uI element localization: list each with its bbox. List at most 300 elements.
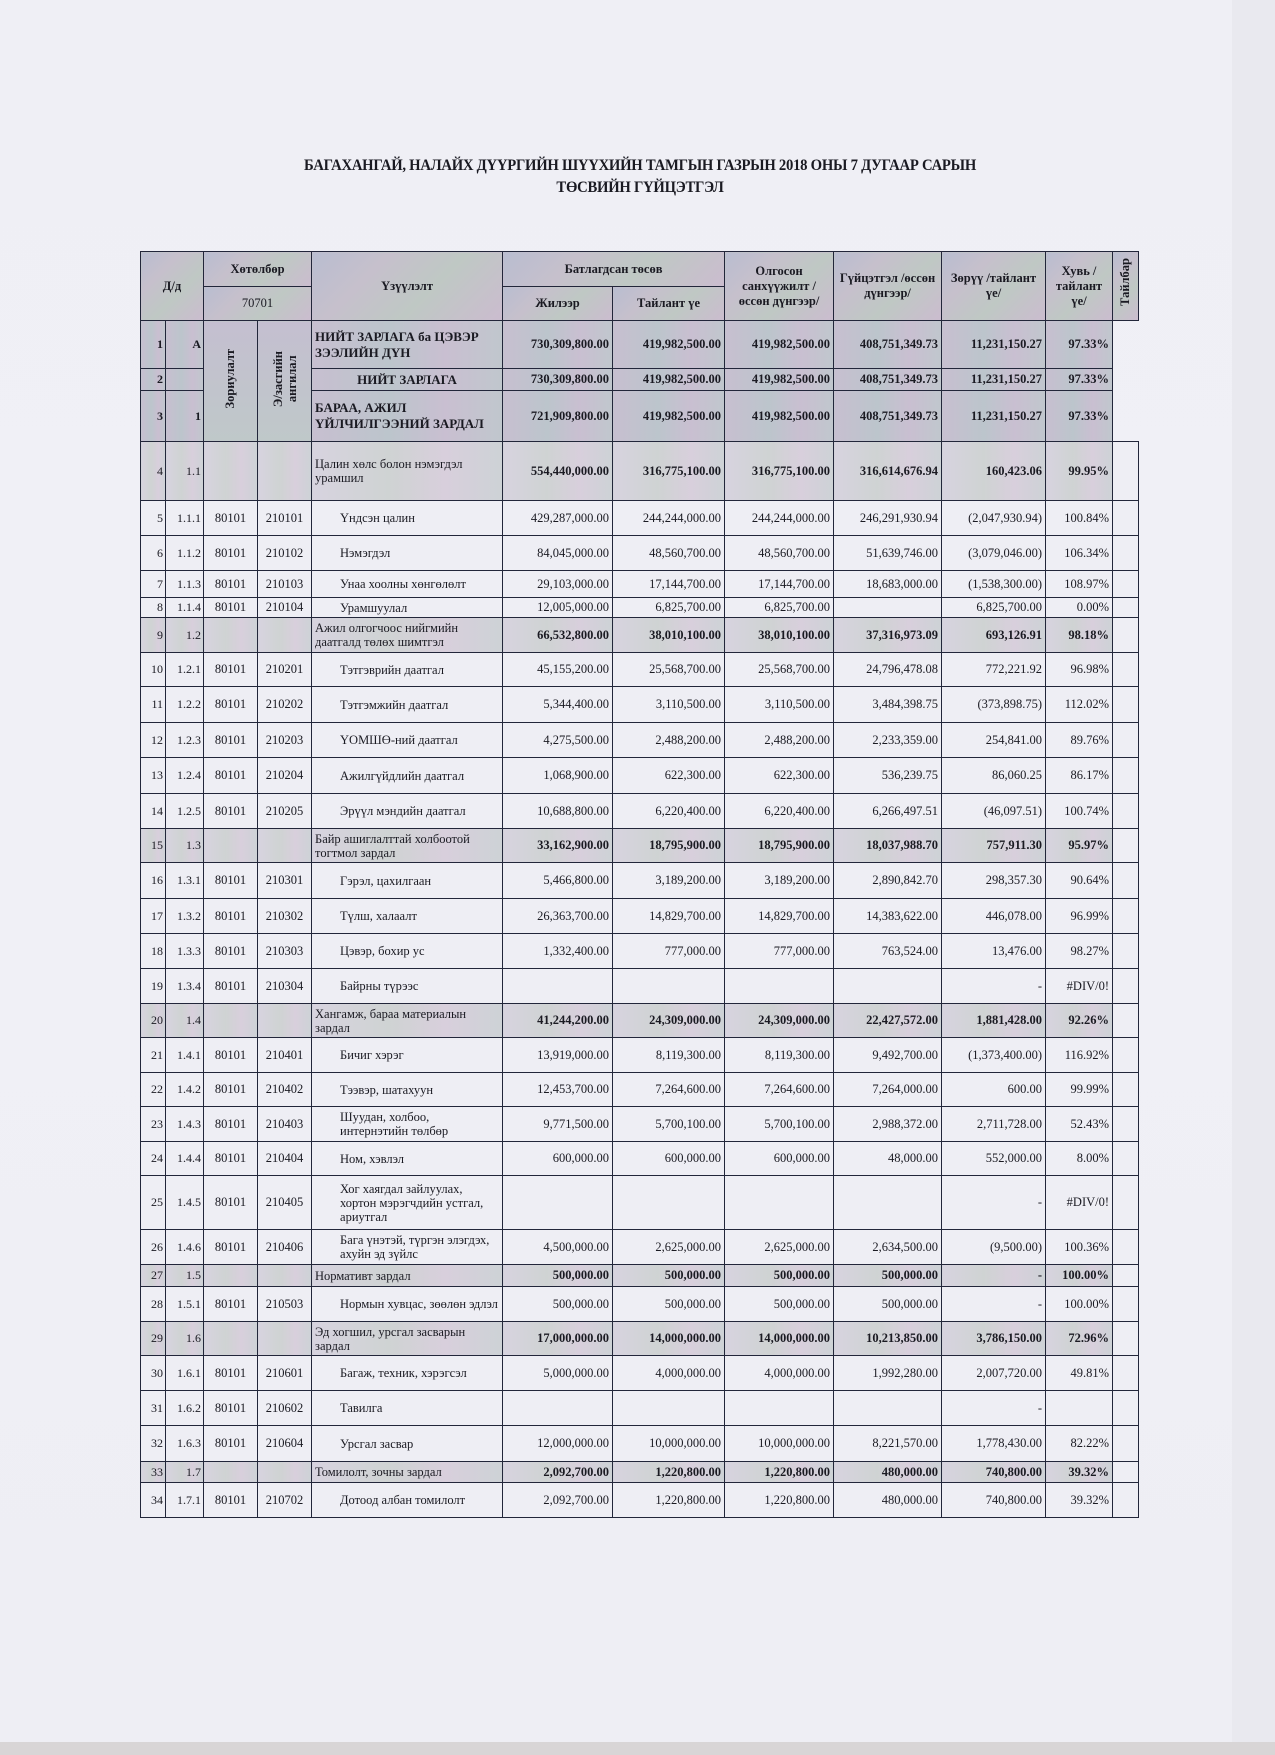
executed-amount: 10,213,850.00	[834, 1322, 942, 1356]
header-funding: Олгосон санхүүжилт /өссөн дүнгээр/	[725, 252, 834, 321]
executed-amount: 500,000.00	[834, 1265, 942, 1287]
row-code: 1.4.3	[166, 1107, 204, 1142]
annual-budget: 1,068,900.00	[503, 758, 613, 794]
annual-budget	[503, 1176, 613, 1230]
executed-amount: 246,291,930.94	[834, 501, 942, 536]
difference-amount: 254,841.00	[942, 723, 1046, 758]
executed-amount: 2,634,500.00	[834, 1230, 942, 1265]
document-title	[235, 155, 1045, 199]
difference-amount: -	[942, 969, 1046, 1004]
indicator-name: Дотоод албан томилолт	[312, 1483, 503, 1518]
execution-percent: 98.27%	[1046, 934, 1113, 969]
indicator-name: Тэтгэврийн даатгал	[312, 653, 503, 687]
funded-amount: 6,825,700.00	[725, 598, 834, 618]
note-cell	[1113, 1265, 1139, 1287]
funded-amount: 5,700,100.00	[725, 1107, 834, 1142]
econ-code	[258, 1322, 312, 1356]
row-code: 1.6.2	[166, 1391, 204, 1426]
difference-amount: 1,778,430.00	[942, 1426, 1046, 1462]
annual-budget: 5,466,800.00	[503, 863, 613, 899]
difference-amount: 160,423.06	[942, 442, 1046, 501]
execution-percent: 95.97%	[1046, 829, 1113, 863]
executed-amount: 2,233,359.00	[834, 723, 942, 758]
program-code: 80101	[204, 1073, 258, 1107]
period-budget: 600,000.00	[613, 1142, 725, 1176]
note-cell	[1113, 1176, 1139, 1230]
annual-budget: 9,771,500.00	[503, 1107, 613, 1142]
note-cell	[1113, 969, 1139, 1004]
funded-amount: 2,488,200.00	[725, 723, 834, 758]
row-number: 11	[141, 687, 166, 723]
period-budget: 244,244,000.00	[613, 501, 725, 536]
row-code: 1.2.1	[166, 653, 204, 687]
header-note: Тайлбар	[1113, 252, 1139, 321]
econ-code: 210503	[258, 1287, 312, 1322]
row-code: A	[166, 321, 204, 369]
period-budget: 500,000.00	[613, 1265, 725, 1287]
table-row	[141, 899, 1139, 934]
period-budget: 14,000,000.00	[613, 1322, 725, 1356]
funded-amount	[725, 1176, 834, 1230]
execution-percent: 100.74%	[1046, 794, 1113, 829]
executed-amount: 37,316,973.09	[834, 618, 942, 653]
note-cell	[1113, 501, 1139, 536]
note-cell	[1113, 723, 1139, 758]
execution-percent: 97.33%	[1046, 391, 1113, 442]
annual-budget: 554,440,000.00	[503, 442, 613, 501]
period-budget: 4,000,000.00	[613, 1356, 725, 1391]
period-budget: 3,110,500.00	[613, 687, 725, 723]
econ-code: 210303	[258, 934, 312, 969]
row-code: 1.3.3	[166, 934, 204, 969]
difference-amount: 13,476.00	[942, 934, 1046, 969]
difference-amount: (2,047,930.94)	[942, 501, 1046, 536]
row-code: 1.3.1	[166, 863, 204, 899]
row-number: 28	[141, 1287, 166, 1322]
execution-percent: 52.43%	[1046, 1107, 1113, 1142]
note-cell	[1113, 1073, 1139, 1107]
section-row	[141, 1322, 1139, 1356]
difference-amount: 11,231,150.27	[942, 321, 1046, 369]
executed-amount: 408,751,349.73	[834, 321, 942, 369]
note-cell	[1113, 1426, 1139, 1462]
row-number: 29	[141, 1322, 166, 1356]
annual-budget: 600,000.00	[503, 1142, 613, 1176]
econ-code: 210702	[258, 1483, 312, 1518]
funded-amount: 38,010,100.00	[725, 618, 834, 653]
table-row	[141, 1391, 1139, 1426]
row-number: 21	[141, 1038, 166, 1073]
econ-code: 210405	[258, 1176, 312, 1230]
note-cell	[1113, 829, 1139, 863]
funded-amount	[725, 1391, 834, 1426]
indicator-name: Эд хогшил, урсгал засварын зардал	[312, 1322, 503, 1356]
table-row	[141, 863, 1139, 899]
executed-amount: 3,484,398.75	[834, 687, 942, 723]
difference-amount: 740,800.00	[942, 1462, 1046, 1483]
row-number: 3	[141, 391, 166, 442]
program-code: 80101	[204, 1483, 258, 1518]
difference-amount: 446,078.00	[942, 899, 1046, 934]
executed-amount: 6,266,497.51	[834, 794, 942, 829]
note-cell	[1113, 1462, 1139, 1483]
table-row	[141, 969, 1139, 1004]
econ-code: 210104	[258, 598, 312, 618]
econ-code	[258, 442, 312, 501]
difference-amount: 1,881,428.00	[942, 1004, 1046, 1038]
indicator-name: НИЙТ ЗАРЛАГА ба ЦЭВЭР ЗЭЭЛИЙН ДҮН	[312, 321, 503, 369]
funded-amount: 18,795,900.00	[725, 829, 834, 863]
funded-amount: 622,300.00	[725, 758, 834, 794]
difference-amount: 6,825,700.00	[942, 598, 1046, 618]
funded-amount: 777,000.00	[725, 934, 834, 969]
note-cell	[1113, 1483, 1139, 1518]
indicator-name: Тэтгэмжийн даатгал	[312, 687, 503, 723]
row-number: 24	[141, 1142, 166, 1176]
section-row	[141, 442, 1139, 501]
difference-amount: 86,060.25	[942, 758, 1046, 794]
period-budget: 1,220,800.00	[613, 1462, 725, 1483]
econ-code: 210102	[258, 536, 312, 571]
note-cell	[1113, 653, 1139, 687]
section-row	[141, 1265, 1139, 1287]
note-cell	[1113, 1004, 1139, 1038]
program-code: 80101	[204, 934, 258, 969]
executed-amount: 1,992,280.00	[834, 1356, 942, 1391]
row-number: 12	[141, 723, 166, 758]
funded-amount: 24,309,000.00	[725, 1004, 834, 1038]
period-budget: 419,982,500.00	[613, 391, 725, 442]
execution-percent	[1046, 1391, 1113, 1426]
executed-amount: 48,000.00	[834, 1142, 942, 1176]
row-code: 1.4.2	[166, 1073, 204, 1107]
econ-code: 210403	[258, 1107, 312, 1142]
indicator-name: Урамшуулал	[312, 598, 503, 618]
note-cell	[1113, 863, 1139, 899]
header-difference: Зөрүү /тайлант үе/	[942, 252, 1046, 321]
annual-budget: 12,453,700.00	[503, 1073, 613, 1107]
row-number: 34	[141, 1483, 166, 1518]
period-budget: 24,309,000.00	[613, 1004, 725, 1038]
funded-amount	[725, 969, 834, 1004]
difference-amount: 740,800.00	[942, 1483, 1046, 1518]
executed-amount: 9,492,700.00	[834, 1038, 942, 1073]
program-code: 80101	[204, 598, 258, 618]
note-cell	[1113, 758, 1139, 794]
row-code: 1.1.3	[166, 571, 204, 598]
execution-percent: 86.17%	[1046, 758, 1113, 794]
period-budget: 25,568,700.00	[613, 653, 725, 687]
executed-amount: 408,751,349.73	[834, 391, 942, 442]
funded-amount: 419,982,500.00	[725, 391, 834, 442]
table-row	[141, 1176, 1139, 1230]
annual-budget: 730,309,800.00	[503, 369, 613, 391]
header-indicator: Үзүүлэлт	[312, 252, 503, 321]
row-number: 6	[141, 536, 166, 571]
difference-amount: -	[942, 1287, 1046, 1322]
funded-amount: 25,568,700.00	[725, 653, 834, 687]
funded-amount: 244,244,000.00	[725, 501, 834, 536]
row-code: 1.7	[166, 1462, 204, 1483]
funded-amount: 1,220,800.00	[725, 1462, 834, 1483]
indicator-name: Байрны түрээс	[312, 969, 503, 1004]
indicator-name: Үндсэн цалин	[312, 501, 503, 536]
funded-amount: 500,000.00	[725, 1287, 834, 1322]
funded-amount: 1,220,800.00	[725, 1483, 834, 1518]
row-code	[166, 369, 204, 391]
indicator-name: Бичиг хэрэг	[312, 1038, 503, 1073]
total-row	[141, 321, 1139, 369]
difference-amount: (3,079,046.00)	[942, 536, 1046, 571]
program-code: 80101	[204, 723, 258, 758]
annual-budget: 721,909,800.00	[503, 391, 613, 442]
funded-amount: 316,775,100.00	[725, 442, 834, 501]
econ-code: 210602	[258, 1391, 312, 1426]
row-number: 27	[141, 1265, 166, 1287]
header-program-code: 70701	[204, 287, 312, 321]
indicator-name: Нэмэгдэл	[312, 536, 503, 571]
indicator-name: Түлш, халаалт	[312, 899, 503, 934]
row-number: 32	[141, 1426, 166, 1462]
header-percent: Хувь /тайлант үе/	[1046, 252, 1113, 321]
period-budget: 419,982,500.00	[613, 321, 725, 369]
row-code: 1.1.1	[166, 501, 204, 536]
indicator-name: Эрүүл мэндийн даатгал	[312, 794, 503, 829]
header-program: Хөтөлбөр	[204, 252, 312, 287]
row-number: 13	[141, 758, 166, 794]
execution-percent: 39.32%	[1046, 1483, 1113, 1518]
funded-amount: 14,000,000.00	[725, 1322, 834, 1356]
program-code: 80101	[204, 536, 258, 571]
executed-amount: 480,000.00	[834, 1483, 942, 1518]
header-approved-budget: Батлагдсан төсөв	[503, 252, 725, 287]
row-number: 4	[141, 442, 166, 501]
annual-budget: 66,532,800.00	[503, 618, 613, 653]
difference-amount: (1,538,300.00)	[942, 571, 1046, 598]
header-reporting-period: Тайлант үе	[613, 287, 725, 321]
period-budget: 8,119,300.00	[613, 1038, 725, 1073]
econ-code	[258, 618, 312, 653]
table-row	[141, 1142, 1139, 1176]
indicator-name: Байр ашиглалттай холбоотой тогтмол зардал	[312, 829, 503, 863]
difference-amount: 11,231,150.27	[942, 369, 1046, 391]
note-cell	[1113, 1322, 1139, 1356]
section-row	[141, 1004, 1139, 1038]
note-cell	[1113, 536, 1139, 571]
program-code: 80101	[204, 1107, 258, 1142]
row-number: 25	[141, 1176, 166, 1230]
program-code	[204, 1462, 258, 1483]
row-code: 1.2.3	[166, 723, 204, 758]
table-row	[141, 934, 1139, 969]
econ-code: 210202	[258, 687, 312, 723]
funded-amount: 7,264,600.00	[725, 1073, 834, 1107]
executed-amount	[834, 1391, 942, 1426]
note-cell	[1113, 598, 1139, 618]
indicator-name: Цэвэр, бохир ус	[312, 934, 503, 969]
executed-amount: 763,524.00	[834, 934, 942, 969]
difference-amount: (46,097.51)	[942, 794, 1046, 829]
indicator-name: Нормативт зардал	[312, 1265, 503, 1287]
funded-amount: 419,982,500.00	[725, 321, 834, 369]
annual-budget: 33,162,900.00	[503, 829, 613, 863]
indicator-name: Ажил олгогчоос нийгмийн даатгалд төлөх шимтгэл	[312, 618, 503, 653]
funded-amount: 419,982,500.00	[725, 369, 834, 391]
execution-percent: 89.76%	[1046, 723, 1113, 758]
annual-budget: 429,287,000.00	[503, 501, 613, 536]
period-budget: 777,000.00	[613, 934, 725, 969]
indicator-name: Хог хаягдал зайлуулах, хортон мэрэгчдийн устгал, ариутгал	[312, 1176, 503, 1230]
period-budget: 10,000,000.00	[613, 1426, 725, 1462]
period-budget: 1,220,800.00	[613, 1483, 725, 1518]
annual-budget: 730,309,800.00	[503, 321, 613, 369]
difference-amount: (1,373,400.00)	[942, 1038, 1046, 1073]
execution-percent: 97.33%	[1046, 321, 1113, 369]
indicator-name: Томилолт, зочны зардал	[312, 1462, 503, 1483]
econ-code: 210301	[258, 863, 312, 899]
indicator-name: ҮОМШӨ-ний даатгал	[312, 723, 503, 758]
difference-amount: -	[942, 1265, 1046, 1287]
difference-amount: 2,711,728.00	[942, 1107, 1046, 1142]
row-number: 16	[141, 863, 166, 899]
executed-amount: 51,639,746.00	[834, 536, 942, 571]
executed-amount: 480,000.00	[834, 1462, 942, 1483]
funded-amount: 8,119,300.00	[725, 1038, 834, 1073]
row-code: 1.2.5	[166, 794, 204, 829]
period-budget: 5,700,100.00	[613, 1107, 725, 1142]
econ-code: 210401	[258, 1038, 312, 1073]
annual-budget: 45,155,200.00	[503, 653, 613, 687]
table-row	[141, 501, 1139, 536]
program-code: 80101	[204, 501, 258, 536]
row-code: 1.4	[166, 1004, 204, 1038]
table-row	[141, 1073, 1139, 1107]
executed-amount: 316,614,676.94	[834, 442, 942, 501]
econ-code: 210203	[258, 723, 312, 758]
difference-amount: 11,231,150.27	[942, 391, 1046, 442]
row-number: 22	[141, 1073, 166, 1107]
annual-budget: 5,344,400.00	[503, 687, 613, 723]
econ-code: 210406	[258, 1230, 312, 1265]
row-number: 33	[141, 1462, 166, 1483]
execution-percent: 97.33%	[1046, 369, 1113, 391]
note-cell	[1113, 899, 1139, 934]
row-code: 1	[166, 391, 204, 442]
section-row	[141, 1462, 1139, 1483]
table-row	[141, 1356, 1139, 1391]
econ-class-label: Э/засгийн ангилал	[270, 350, 299, 408]
execution-percent: 49.81%	[1046, 1356, 1113, 1391]
executed-amount	[834, 969, 942, 1004]
executed-amount	[834, 598, 942, 618]
execution-percent: 98.18%	[1046, 618, 1113, 653]
funded-amount: 2,625,000.00	[725, 1230, 834, 1265]
row-code: 1.2	[166, 618, 204, 653]
funded-amount: 14,829,700.00	[725, 899, 834, 934]
executed-amount: 536,239.75	[834, 758, 942, 794]
econ-code: 210404	[258, 1142, 312, 1176]
funded-amount: 3,110,500.00	[725, 687, 834, 723]
period-budget: 14,829,700.00	[613, 899, 725, 934]
program-code: 80101	[204, 1426, 258, 1462]
note-cell	[1113, 1230, 1139, 1265]
indicator-name: Унаа хоолны хөнгөлөлт	[312, 571, 503, 598]
execution-percent: 92.26%	[1046, 1004, 1113, 1038]
indicator-name: НИЙТ ЗАРЛАГА	[312, 369, 503, 391]
note-cell	[1113, 571, 1139, 598]
econ-code: 210205	[258, 794, 312, 829]
row-code: 1.1	[166, 442, 204, 501]
econ-code	[258, 829, 312, 863]
econ-code: 210103	[258, 571, 312, 598]
annual-budget: 1,332,400.00	[503, 934, 613, 969]
difference-amount: (9,500.00)	[942, 1230, 1046, 1265]
row-code: 1.5.1	[166, 1287, 204, 1322]
table-row	[141, 1038, 1139, 1073]
indicator-name: Багаж, техник, хэрэгсэл	[312, 1356, 503, 1391]
scanner-edge	[0, 1742, 1275, 1755]
econ-code	[258, 1462, 312, 1483]
annual-budget	[503, 969, 613, 1004]
period-budget: 38,010,100.00	[613, 618, 725, 653]
funded-amount: 600,000.00	[725, 1142, 834, 1176]
row-code: 1.3	[166, 829, 204, 863]
executed-amount	[834, 1176, 942, 1230]
row-number: 15	[141, 829, 166, 863]
period-budget: 3,189,200.00	[613, 863, 725, 899]
program-code: 80101	[204, 1038, 258, 1073]
budget-execution-table	[140, 251, 1139, 1518]
row-code: 1.3.4	[166, 969, 204, 1004]
difference-amount: 3,786,150.00	[942, 1322, 1046, 1356]
execution-percent: 96.98%	[1046, 653, 1113, 687]
difference-amount: 298,357.30	[942, 863, 1046, 899]
funded-amount: 3,189,200.00	[725, 863, 834, 899]
funded-amount: 4,000,000.00	[725, 1356, 834, 1391]
executed-amount: 24,796,478.08	[834, 653, 942, 687]
row-code: 1.6.3	[166, 1426, 204, 1462]
period-budget	[613, 1176, 725, 1230]
executed-amount: 7,264,000.00	[834, 1073, 942, 1107]
annual-budget: 13,919,000.00	[503, 1038, 613, 1073]
execution-percent: 8.00%	[1046, 1142, 1113, 1176]
execution-percent: 39.32%	[1046, 1462, 1113, 1483]
annual-budget: 29,103,000.00	[503, 571, 613, 598]
execution-percent: 99.99%	[1046, 1073, 1113, 1107]
execution-percent: 112.02%	[1046, 687, 1113, 723]
execution-percent: 0.00%	[1046, 598, 1113, 618]
table-row	[141, 758, 1139, 794]
note-cell	[1113, 794, 1139, 829]
row-code: 1.4.6	[166, 1230, 204, 1265]
executed-amount: 14,383,622.00	[834, 899, 942, 934]
table-row	[141, 571, 1139, 598]
difference-amount: 600.00	[942, 1073, 1046, 1107]
row-number: 10	[141, 653, 166, 687]
row-code: 1.2.2	[166, 687, 204, 723]
annual-budget: 4,500,000.00	[503, 1230, 613, 1265]
funded-amount: 48,560,700.00	[725, 536, 834, 571]
header-dd: Д/д	[141, 252, 204, 321]
econ-code: 210402	[258, 1073, 312, 1107]
execution-percent: 72.96%	[1046, 1322, 1113, 1356]
note-cell	[1113, 1287, 1139, 1322]
section-row	[141, 618, 1139, 653]
funded-amount: 10,000,000.00	[725, 1426, 834, 1462]
period-budget: 419,982,500.00	[613, 369, 725, 391]
indicator-name: БАРАА, АЖИЛ ҮЙЛЧИЛГЭЭНИЙ ЗАРДАЛ	[312, 391, 503, 442]
annual-budget: 500,000.00	[503, 1287, 613, 1322]
